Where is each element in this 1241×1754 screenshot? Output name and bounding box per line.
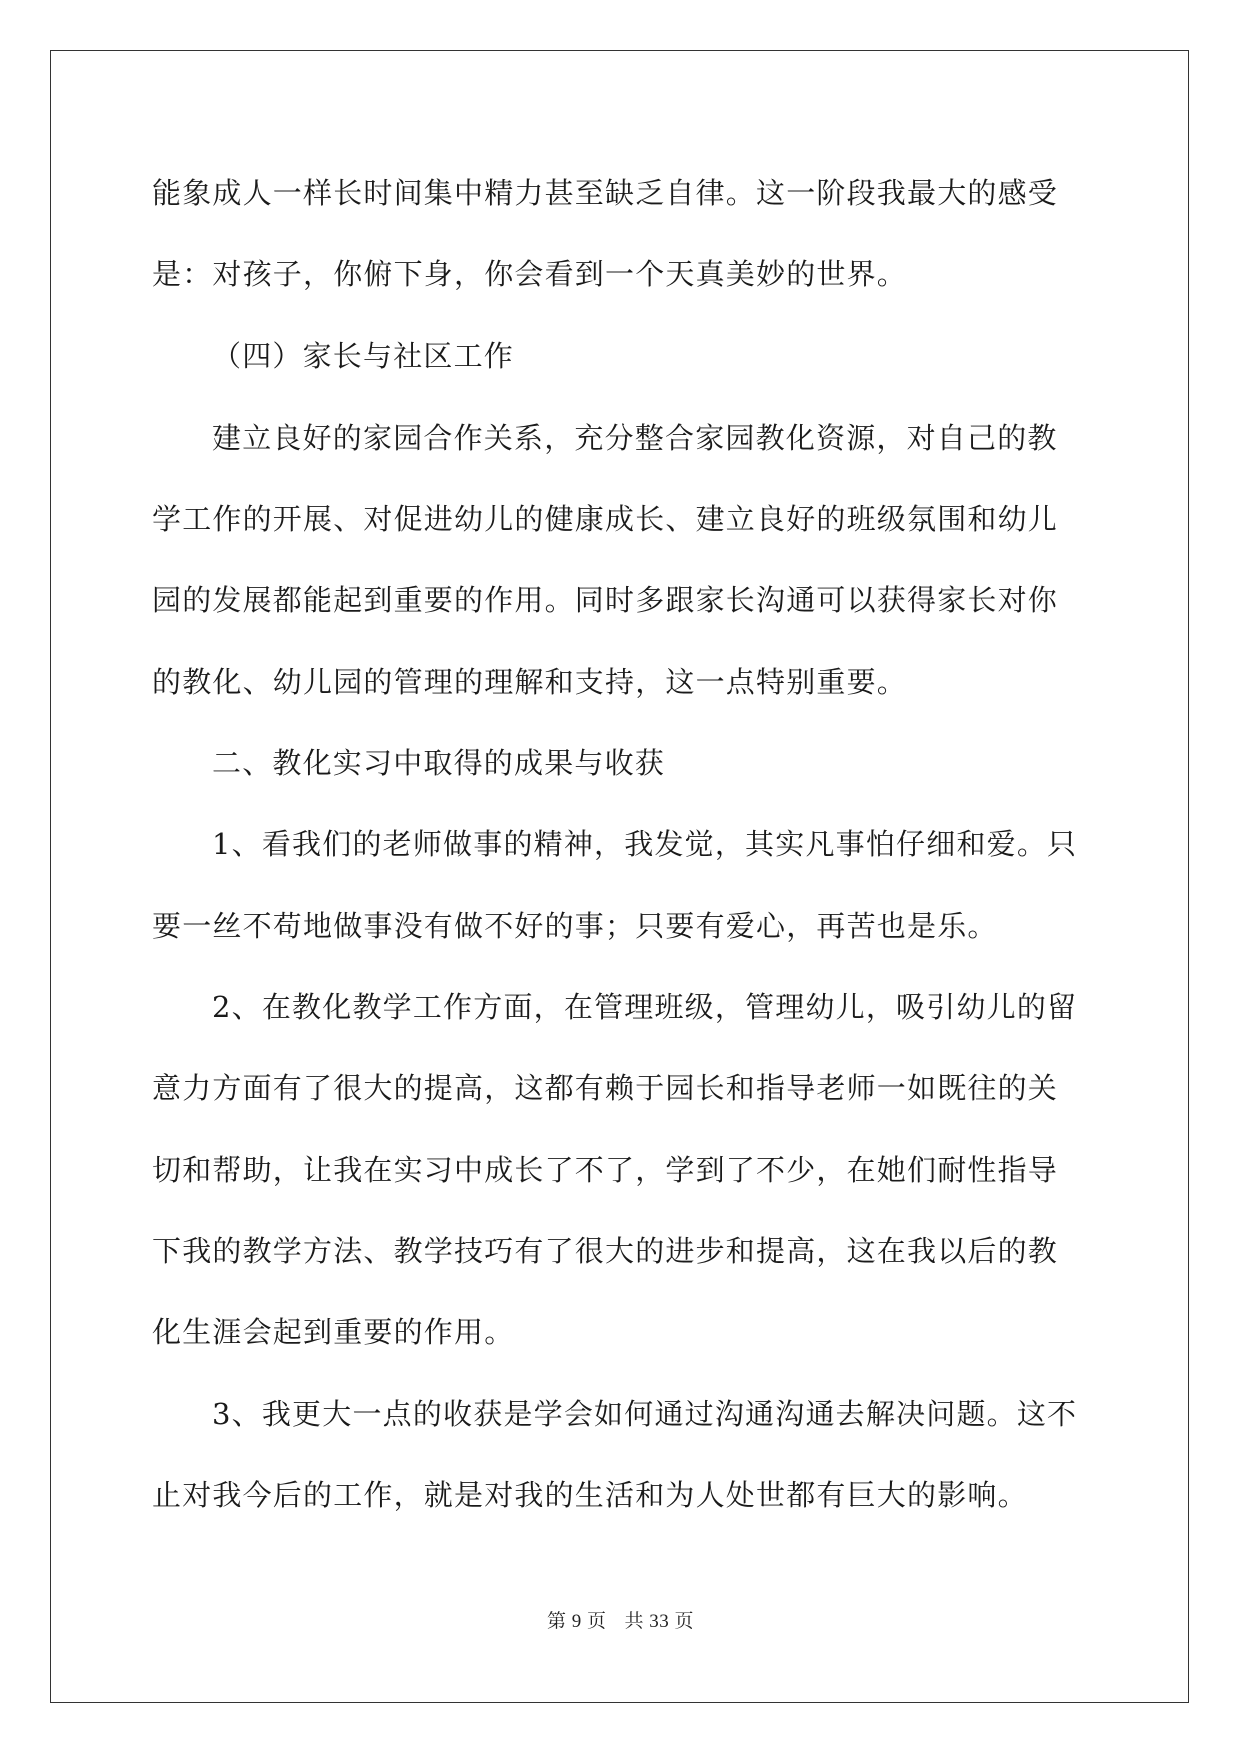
body-line: 化生涯会起到重要的作用。 bbox=[152, 1315, 515, 1349]
body-line: 意力方面有了很大的提高，这都有赖于园长和指导老师一如既往的关 bbox=[152, 1071, 1059, 1105]
section-heading: 二、教化实习中取得的成果与收获 bbox=[212, 746, 666, 780]
body-line: 下我的教学方法、教学技巧有了很大的进步和提高，这在我以后的教 bbox=[152, 1234, 1059, 1268]
body-line: 能象成人一样长时间集中精力甚至缺乏自律。这一阶段我最大的感受 bbox=[152, 176, 1059, 210]
page-border bbox=[50, 50, 1189, 1703]
paragraph-start-line: 1、看我们的老师做事的精神，我发觉，其实凡事怕仔细和爱。只 bbox=[212, 827, 1078, 861]
body-line: 的教化、幼儿园的管理的理解和支持，这一点特别重要。 bbox=[152, 665, 908, 699]
section-heading: （四）家长与社区工作 bbox=[212, 339, 515, 373]
paragraph-start-line: 建立良好的家园合作关系，充分整合家园教化资源，对自己的教 bbox=[212, 421, 1058, 455]
page-footer bbox=[0, 1606, 1241, 1633]
body-line: 切和帮助，让我在实习中成长了不了，学到了不少，在她们耐性指导 bbox=[152, 1153, 1059, 1187]
body-line: 要一丝不苟地做事没有做不好的事；只要有爱心，再苦也是乐。 bbox=[152, 909, 998, 943]
body-line: 是：对孩子，你俯下身，你会看到一个天真美妙的世界。 bbox=[152, 257, 908, 291]
page-total: 共 33 页 bbox=[624, 1611, 695, 1632]
paragraph-start-line: 3、我更大一点的收获是学会如何通过沟通沟通去解决问题。这不 bbox=[212, 1397, 1078, 1431]
body-line: 园的发展都能起到重要的作用。同时多跟家长沟通可以获得家长对你 bbox=[152, 583, 1059, 617]
page-number: 第 9 页 bbox=[546, 1611, 607, 1632]
body-line: 止对我今后的工作，就是对我的生活和为人处世都有巨大的影响。 bbox=[152, 1478, 1028, 1512]
paragraph-start-line: 2、在教化教学工作方面，在管理班级，管理幼儿，吸引幼儿的留 bbox=[212, 990, 1078, 1024]
body-line: 学工作的开展、对促进幼儿的健康成长、建立良好的班级氛围和幼儿 bbox=[152, 502, 1059, 536]
